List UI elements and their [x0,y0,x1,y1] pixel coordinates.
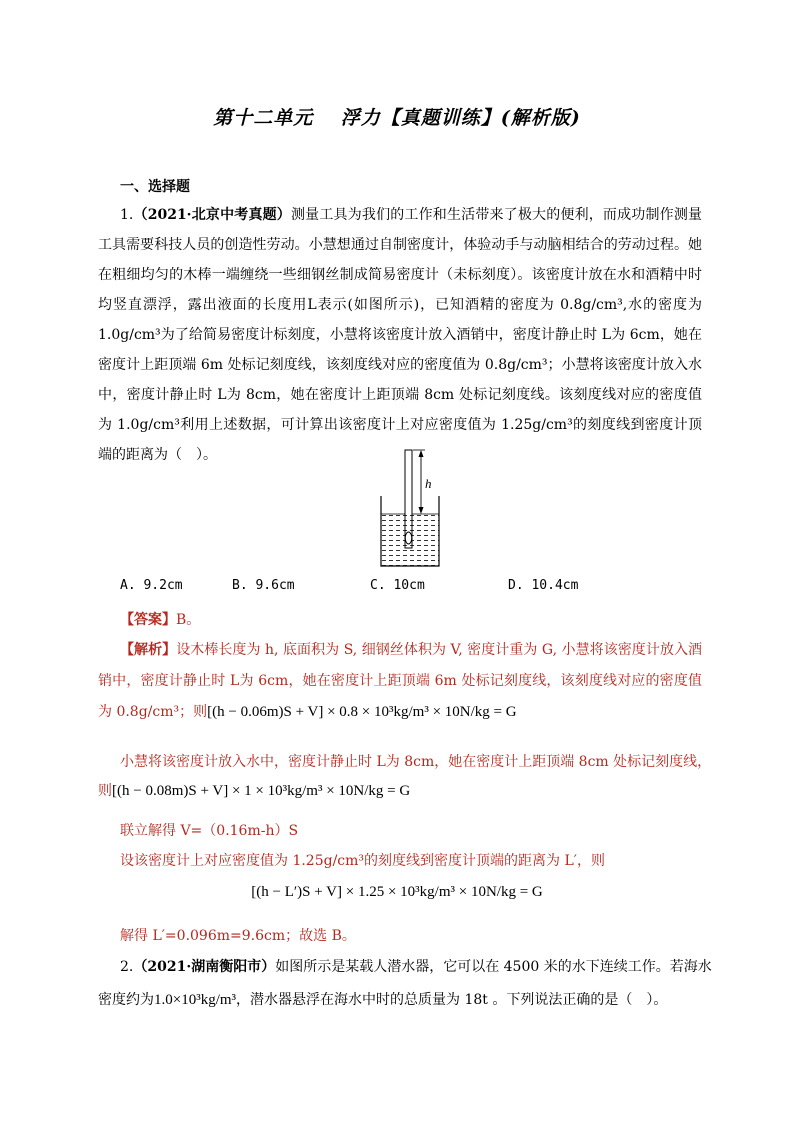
option-d[interactable]: D. 10.4cm [508,578,579,593]
question-1-number: 1. [120,207,134,223]
option-b[interactable]: B. 9.6cm [232,578,295,593]
analysis-text-4: 设该密度计上对应密度值为 1.25g/cm³的刻度线到密度计顶端的距离为 L′，则 [120,853,605,869]
solve-step-1: 联立解得 V=（0.16m-h）S [120,823,299,839]
question-2-density: 1.0×10³kg/m³ [154,992,237,1008]
question-2-source: （2021·湖南衡阳市） [133,959,276,975]
question-2-text-1: 如图所示是某载人潜水器，它可以在 4500 米的水下连续工作。若海水 [275,959,712,975]
option-c[interactable]: C. 10cm [370,578,425,593]
question-2-line-1 [120,956,712,976]
answer-line [120,609,200,629]
question-1-source: （2021·北京中考真题） [133,207,291,223]
formula-2: [(h − 0.08m)S + V] × 1 × 10³kg/m³ × 10N/kg = G [112,783,411,799]
answer-label: 【答案】 [120,612,176,628]
analysis-line-3 [98,780,410,800]
option-a[interactable]: A. 9.2cm [120,578,183,593]
question-2-text-2a: 密度约为 [98,992,154,1008]
question-1-body: 测量工具为我们的工作和生活带来了极大的便利，而成功制作测量工具需要科技人员的创造性劳动。小慧想通过自制密度计，体验动手与动脑相结合的劳动过程。她在粗细均匀的木棒一端缠绕一些细钢丝制成简易密度计（未标刻度）。该密度计放在水和酒精中时均竖直漂浮，露出液面的长度用L表示(如图所示)，已知酒精的密度为 0.8g/cm³,水的密度为 1.0g/cm³为了给简易密度计标刻度，小慧将该密度计放入酒销中，密度计静止时 L为 6cm，她在密度计上距顶端 6m 处标记刻度线，该刻度线对应的密度值为 0.8g/cm³；小慧将该密度计放入水中，密度计静止时 L为 8cm，她在密度计上距顶端 8cm 处标记刻度线。该刻度线对应的密度值为 1.0g/cm³利用上述数据，可计算出该密度计上对应密度值为 1.25g/cm³的刻度线到密度计顶端的距离为（ ）。 [98,207,703,463]
analysis-text-2: 小慧将该密度计放入水中，密度计静止时 L为 8cm，她在密度计上距顶端 8cm 处标记刻度线， [120,754,712,770]
formula-3: [(h − L′)S + V] × 1.25 × 10³kg/m³ × 10N/kg = G [251,884,543,900]
question-2-text-2b: ，潜水器悬浮在海水中时的总质量为 18t 。下列说法正确的是（ ）。 [236,992,668,1008]
analysis-paragraph-1 [98,635,702,728]
page-title: 第十二单元 浮力【真题训练】(解析版) [213,107,581,129]
question-2-number: 2. [120,959,134,975]
formula-1: [(h − 0.06m)S + V] × 0.8 × 10³kg/m³ × 10N/kg = G [207,704,517,720]
answer-value: B。 [176,612,201,628]
question-1-text [98,200,702,470]
question-2-line-2 [98,989,667,1009]
figure-label-h: h [425,476,432,491]
hydrometer-figure [375,448,445,570]
solve-step-2: 解得 L′=0.096m=9.6cm；故选 B。 [120,928,356,944]
section-heading: 一、选择题 [120,179,190,195]
analysis-label: 【解析】 [120,642,177,658]
analysis-text-1: 设木棒长度为 h, 底面积为 S, 细钢丝体积为 V, 密度计重为 G, 小慧将该密度计放入酒销中，密度计静止时 L为 6cm，她在密度计上距顶端 6m 处标记刻度线，该刻度线对应的密度值为 0.8g/cm³；则 [98,642,703,720]
analysis-then: 则 [98,783,112,799]
